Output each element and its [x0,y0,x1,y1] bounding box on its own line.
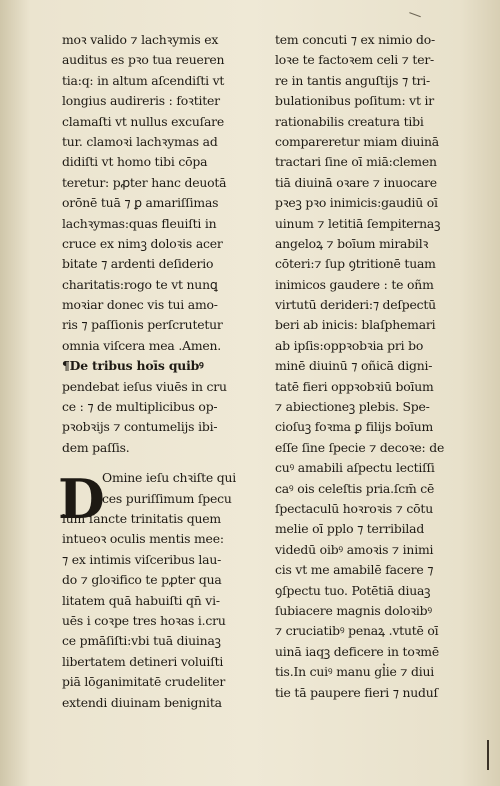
text-line: orōnē tuā ⁊ ꝑ amariſſimas [62,195,219,211]
text-line: tractari ſine oī miā:clemen [275,154,437,170]
left-column [58,30,272,713]
text-line: lachꝛymas:quas fleuiſti in [62,215,217,231]
text-line: ces puriſſimum ſpecu [102,490,232,506]
text-line: moꝛiar donec vis tui amo- [62,297,218,313]
text-line: cuꝰ amabili aſpectu lectiſſi [275,460,435,476]
text-line: omnia viſcera mea .Amen. [62,337,222,353]
text-line: virtutū derideri:⁊ deſpectū [275,297,436,313]
text-line: auditus es pꝛo tua reueren [62,52,225,68]
text-line: minē diuinū ⁊ oñicā digni- [275,358,433,374]
text-line: piā lōganimitatē crudeliter [62,674,226,690]
text-line: inimicos gaudere : te oñm [275,276,434,292]
text-line: tur. clamoꝛi lachꝛymas ad [62,133,218,149]
text-line: tiā diuinā oꝛare ⁊ inuocare [275,174,437,190]
text-line: dem paſſis. [62,439,130,455]
text-line: tem concuti ⁊ ex nimio do- [275,32,435,47]
text-line: cioſuꝫ foꝛma ꝑ filijs boīum [275,419,434,435]
text-line: clamaſti vt nullus excuſare [62,113,225,129]
text-line: ab ipſis:oppꝛobꝛia pri bo [275,337,424,353]
edge-ink-mark [487,740,489,770]
text-line: ꝯſpectu tuo. Potētiā diuaꝫ [275,582,431,598]
text-line: charitatis:rogo te vt nunꝗ [62,276,218,292]
text-line: tatē fieri oppꝛobꝛiū boīum [275,378,434,394]
text-line: extendi diuinam benignita [62,694,222,710]
text-line: do ⁊ gloꝛifico te pꝓter qua [62,572,222,588]
text-line: ⁊ cruciatibꝰ penaꝝ .vtutē oī [275,623,439,639]
text-line: cis vt me amabilē facere ⁊ [275,562,434,578]
text-line: moꝛ valido ⁊ lachꝛymis ex [62,32,219,47]
text-line: bulationibus poſitum: vt ir [275,93,434,109]
text-line: eſſe ſine ſpecie ⁊ decoꝛe: de [275,439,445,455]
text-line: bitate ⁊ ardenti deſiderio [62,256,214,272]
text-line: ⁊ abiectioneꝫ plebis. Spe- [275,399,430,415]
text-line: melie oī pplo ⁊ terribilad [275,521,425,537]
text-line: caꝰ ois celeſtis pria.ſcm̄ cē [275,480,435,496]
rubric-heading: ¶De tribus hoīs quibꝰ [62,358,204,374]
right-column [275,30,480,703]
text-line: libertatem detineri voluiſti [62,653,224,669]
text-line: ⁊ ex intimis viſceribus lau- [62,551,222,567]
text-line: angeloꝝ ⁊ boīum mirabilꝛ [275,235,429,251]
drop-cap-initial: D [58,467,105,532]
text-line: uēs i coꝛpe tres hoꝛas i.cru [62,612,226,628]
text-line: tis.In cuiꝰ manu gl̓ie ⁊ diui [275,664,435,680]
text-line: compareretur miam diuinā [275,133,439,149]
text-line: ſubiacere magnis doloꝛibꝰ [275,602,432,618]
text-line: cōteri:⁊ ſup ꝯtritionē tuam [275,256,436,272]
text-line: pꝛeꝫ pꝛo inimicis:gaudiū oī [275,195,438,211]
text-line: pendebat ieſus viuēs in cru [62,378,227,394]
text-line: cruce ex nimꝫ doloꝛis acer [62,235,223,251]
text-line: didiſti vt homo tibi cōpa [62,154,208,170]
text-line: ris ⁊ paſſionis perſcrutetur [62,317,223,333]
corner-pen-mark [407,12,421,23]
text-line: tie tā paupere fieri ⁊ nuduſ [275,684,438,700]
text-line: rationabilis creatura tibi [275,113,424,129]
text-line: ce : ⁊ de multiplicibus op- [62,399,218,415]
text-line: uinum ⁊ letitiā ſempiternaꝫ [275,215,441,231]
text-line: loꝛe te factoꝛem celi ⁊ ter- [275,52,435,68]
drop-cap-line [62,489,272,509]
text-line: litatem quā habuiſti qn̄ vi- [62,592,220,608]
text-line: tia:q: in altum aſcendiſti vt [62,72,225,88]
text-line: uinā iaqꝫ deficere in toꝛmē [275,643,439,659]
text-line: lum ſancte trinitatis quem [62,510,221,526]
text-line: teretur: pꝓter hanc deuotā [62,174,227,190]
text-line: intueoꝛ oculis mentis mee: [62,531,224,547]
text-line: videdū oibꝰ amoꝛis ⁊ inimi [275,541,434,557]
text-line: longius audireris : foꝛtiter [62,93,220,109]
text-line: beri ab inicis: blaſphemari [275,317,436,333]
text-line: ce pmāſiſti:vbi tuā diuinaꝫ [62,633,221,649]
text-line: re in tantis anguſtijs ⁊ tri- [275,72,430,88]
text-line: Omine ieſu chꝛiſte qui [102,470,236,486]
text-line: ſpectaculū hoꝛroꝛis ⁊ cōtu [275,500,433,516]
text-line: pꝛobꝛijs ⁊ contumelijs ibi- [62,419,218,435]
